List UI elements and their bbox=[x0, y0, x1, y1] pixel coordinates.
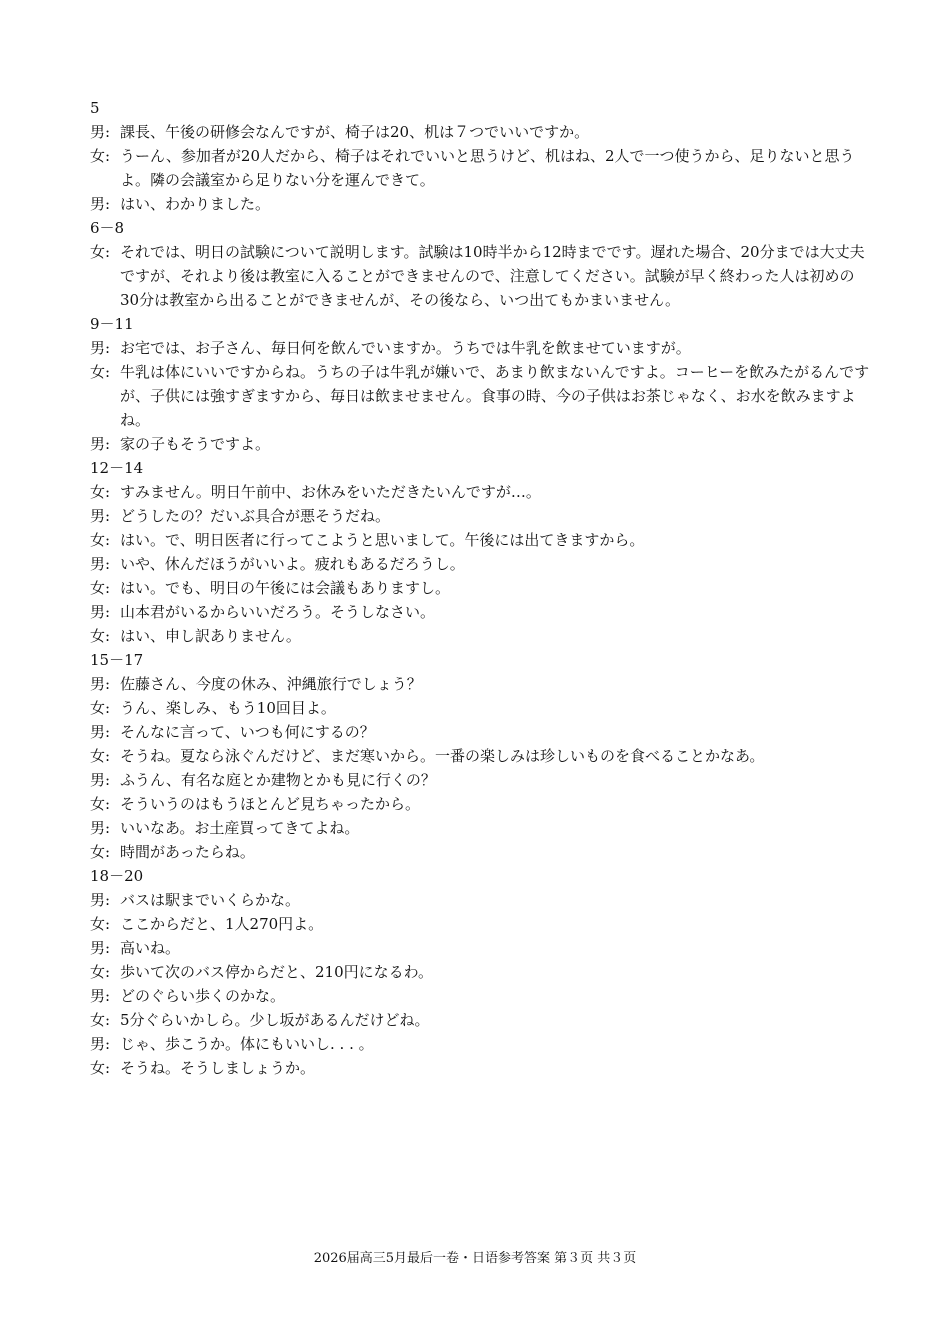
dialogue-line bbox=[90, 1008, 870, 1032]
speaker-label: 男: bbox=[90, 675, 111, 693]
speaker-label: 女: bbox=[90, 579, 111, 597]
speech-text: はい、わかりました。 bbox=[120, 195, 271, 213]
dialogue-line bbox=[90, 144, 870, 192]
speech-text: いや、休んだほうがいいよ。疲れもあるだろうし。 bbox=[120, 555, 465, 573]
speaker-label: 男: bbox=[90, 891, 111, 909]
speaker-label: 女: bbox=[90, 243, 111, 261]
dialogue-line bbox=[90, 744, 870, 768]
speech-text: すみません。明日午前中、お休みをいただきたいんですが…。 bbox=[120, 483, 541, 501]
speaker-label: 女: bbox=[90, 963, 111, 981]
dialogue-line bbox=[90, 192, 870, 216]
dialogue-line bbox=[90, 672, 870, 696]
dialogue-line bbox=[90, 720, 870, 744]
transcript-document bbox=[90, 96, 870, 1080]
speech-text: はい。で、明日医者に行ってこようと思いまして。午後には出てきますから。 bbox=[120, 531, 645, 549]
speech-text: 家の子もそうですよ。 bbox=[120, 435, 271, 453]
section-number: 9－11 bbox=[90, 315, 134, 333]
dialogue-line bbox=[90, 936, 870, 960]
dialogue-line bbox=[90, 840, 870, 864]
speaker-label: 男: bbox=[90, 939, 111, 957]
speech-text: 山本君がいるからいいだろう。そうしなさい。 bbox=[120, 603, 436, 621]
speaker-label: 男: bbox=[90, 123, 111, 141]
dialogue-line bbox=[90, 120, 870, 144]
speech-text: うーん、参加者が20人だから、椅子はそれでいいと思うけど、机はね、2人で一つ使うから、足りないと思うよ。隣の会議室から足りない分を運んできて。 bbox=[120, 147, 855, 189]
speech-text: はい、申し訳ありません。 bbox=[120, 627, 301, 645]
dialogue-line bbox=[90, 576, 870, 600]
speech-text: それでは、明日の試験について説明します。試験は10時半から12時までです。遅れた場合、20分までは大丈夫ですが、それより後は教室に入ることができませんので、注意してください。試験が早く終わった人は初めの30分は教室から出ることができませんが、その後なら、いつ出てもかまいません。 bbox=[120, 243, 865, 309]
dialogue-line bbox=[90, 552, 870, 576]
speech-text: 課長、午後の研修会なんですが、椅子は20、机は７つでいいですか。 bbox=[120, 123, 590, 141]
speech-text: ふうん、有名な庭とか建物とかも見に行くの？ bbox=[120, 771, 436, 789]
section-number: 6－8 bbox=[90, 219, 125, 237]
speaker-label: 男: bbox=[90, 819, 111, 837]
speech-text: ここからだと、1人270円よ。 bbox=[120, 915, 324, 933]
dialogue-line bbox=[90, 600, 870, 624]
dialogue-line bbox=[90, 888, 870, 912]
speech-text: どうしたの？だいぶ具合が悪そうだね。 bbox=[120, 507, 391, 525]
speech-text: どのぐらい歩くのかな。 bbox=[120, 987, 286, 1005]
dialogue-line bbox=[90, 816, 870, 840]
section-number: 5 bbox=[90, 99, 100, 117]
speaker-label: 女: bbox=[90, 1059, 111, 1077]
speaker-label: 男: bbox=[90, 987, 111, 1005]
speech-text: 時間があったらね。 bbox=[120, 843, 255, 861]
speech-text: 高いね。 bbox=[120, 939, 181, 957]
speaker-label: 男: bbox=[90, 603, 111, 621]
dialogue-line bbox=[90, 984, 870, 1008]
dialogue-line bbox=[90, 792, 870, 816]
speaker-label: 男: bbox=[90, 435, 111, 453]
speaker-label: 女: bbox=[90, 1011, 111, 1029]
speech-text: じゃ、歩こうか。体にもいいし. . . 。 bbox=[120, 1035, 374, 1053]
dialogue-line bbox=[90, 624, 870, 648]
speaker-label: 男: bbox=[90, 195, 111, 213]
speech-text: お宅では、お子さん、毎日何を飲んでいますか。うちでは牛乳を飲ませていますが。 bbox=[120, 339, 691, 357]
speech-text: そんなに言って、いつも何にするの？ bbox=[120, 723, 375, 741]
speaker-label: 女: bbox=[90, 627, 111, 645]
speaker-label: 男: bbox=[90, 771, 111, 789]
dialogue-line bbox=[90, 504, 870, 528]
speaker-label: 男: bbox=[90, 555, 111, 573]
speaker-label: 男: bbox=[90, 723, 111, 741]
dialogue-line bbox=[90, 1056, 870, 1080]
dialogue-line bbox=[90, 336, 870, 360]
section-number: 18－20 bbox=[90, 867, 144, 885]
speaker-label: 女: bbox=[90, 843, 111, 861]
speaker-label: 女: bbox=[90, 147, 111, 165]
speaker-label: 女: bbox=[90, 699, 111, 717]
speaker-label: 女: bbox=[90, 915, 111, 933]
dialogue-line bbox=[90, 960, 870, 984]
speaker-label: 女: bbox=[90, 363, 111, 381]
speaker-label: 男: bbox=[90, 507, 111, 525]
speaker-label: 男: bbox=[90, 1035, 111, 1053]
dialogue-line bbox=[90, 480, 870, 504]
dialogue-line bbox=[90, 240, 870, 312]
dialogue-line bbox=[90, 912, 870, 936]
speech-text: そういうのはもうほとんど見ちゃったから。 bbox=[120, 795, 421, 813]
speech-text: 歩いて次のバス停からだと、210円になるわ。 bbox=[120, 963, 434, 981]
page-footer: 2026届高三5月最后一卷・日语参考答案 第３页 共３页 bbox=[313, 1251, 637, 1266]
speech-text: はい。でも、明日の午後には会議もありますし。 bbox=[120, 579, 451, 597]
section-number: 12－14 bbox=[90, 459, 144, 477]
speaker-label: 女: bbox=[90, 531, 111, 549]
speech-text: うん、楽しみ、もう10回目よ。 bbox=[120, 699, 336, 717]
dialogue-line bbox=[90, 1032, 870, 1056]
speech-text: そうね。夏なら泳ぐんだけど、まだ寒いから。一番の楽しみは珍しいものを食べることかなあ。 bbox=[120, 747, 765, 765]
speech-text: 佐藤さん、今度の休み、沖縄旅行でしょう？ bbox=[120, 675, 422, 693]
speech-text: いいなあ。お土産買ってきてよね。 bbox=[120, 819, 360, 837]
speaker-label: 男: bbox=[90, 339, 111, 357]
dialogue-line bbox=[90, 360, 870, 432]
speaker-label: 女: bbox=[90, 747, 111, 765]
speech-text: バスは駅までいくらかな。 bbox=[120, 891, 301, 909]
speech-text: 5分ぐらいかしら。少し坂があるんだけどね。 bbox=[120, 1011, 430, 1029]
speech-text: そうね。そうしましょうか。 bbox=[120, 1059, 316, 1077]
section-number: 15－17 bbox=[90, 651, 144, 669]
dialogue-line bbox=[90, 696, 870, 720]
speaker-label: 女: bbox=[90, 483, 111, 501]
dialogue-line bbox=[90, 528, 870, 552]
speech-text: 牛乳は体にいいですからね。うちの子は牛乳が嫌いで、あまり飲まないんですよ。コーヒーを飲みたがるんですが、子供には強すぎますから、毎日は飲ませません。食事の時、今の子供はお茶じゃなく、お水を飲みますよね。 bbox=[120, 363, 870, 429]
speaker-label: 女: bbox=[90, 795, 111, 813]
dialogue-line bbox=[90, 768, 870, 792]
dialogue-line bbox=[90, 432, 870, 456]
